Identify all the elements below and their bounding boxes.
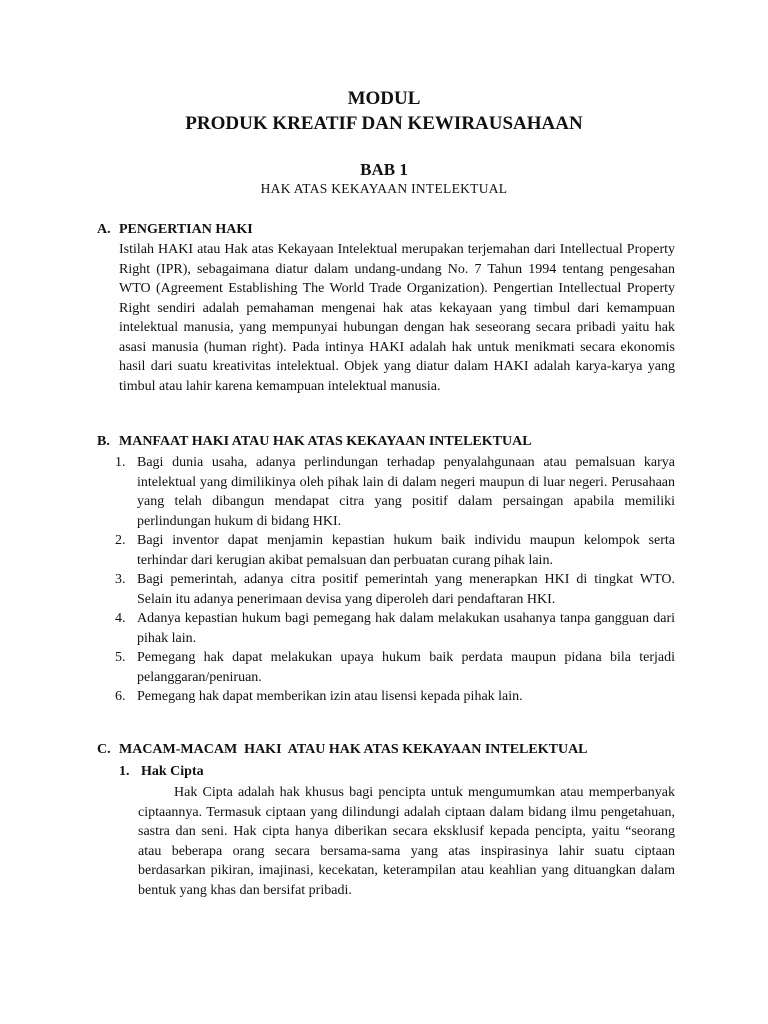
chapter-label: BAB 1 [360, 160, 408, 179]
list-item-text: Adanya kepastian hukum bagi pemegang hak dalam melakukan usahanya tanpa gangguan dari pihak lain. [137, 611, 675, 646]
subsection-hak-cipta-heading [119, 764, 319, 784]
benefit-list-item [115, 453, 675, 531]
list-item-number: 4. [115, 611, 126, 626]
section-b-list [115, 453, 675, 707]
list-item-number: 5. [115, 650, 126, 665]
list-item-text: Pemegang hak dapat memberikan izin atau lisensi kepada pihak lain. [137, 689, 523, 704]
section-a-letter: A. [97, 222, 111, 237]
benefit-list-item [115, 609, 675, 648]
section-a-title: PENGERTIAN HAKI [119, 222, 253, 237]
list-item-number: 1. [115, 455, 126, 470]
section-c-heading [97, 742, 717, 762]
subsection-number: 1. [119, 764, 130, 779]
section-c-letter: C. [97, 742, 111, 757]
subsection-title: Hak Cipta [141, 764, 204, 779]
section-a-body: Istilah HAKI atau Hak atas Kekayaan Intelektual merupakan terjemahan dari Intellectual Property Right (IPR), sebagaimana diatur dalam undang-undang No. 7 Tahun 1994 tentang pengesahan WTO (Agreement Establishing The World Trade Organization). Pengertian Intellectual Property Right sendiri adalah pemahaman mengenai hak atas kekayaan yang timbul dari kemampuan intelektual manusia, yang mempunyai hubungan dengan hak seseorang secara pribadi yaitu hak asasi manusia (human right). Pada intinya HAKI adalah hak untuk menikmati secara ekonomis hasil dari suatu kreativitas intelektual. Objek yang diatur dalam HAKI adalah karya-karya yang timbul atau lahir karena kemampuan intelektual manusia. [119, 242, 675, 394]
section-b-title: MANFAAT HAKI ATAU HAK ATAS KEKAYAAN INTELEKTUAL [119, 434, 532, 449]
chapter-title: HAK ATAS KEKAYAAN INTELEKTUAL [260, 181, 508, 196]
section-c-title: MACAM-MACAM HAKI ATAU HAK ATAS KEKAYAAN INTELEKTUAL [119, 742, 588, 757]
section-b-heading [97, 434, 697, 454]
hak-cipta-body: Hak Cipta adalah hak khusus bagi pencipta untuk mengumumkan atau memperbanyak ciptaannya. Termasuk ciptaan yang dilindungi adalah ciptaan dalam bidang ilmu pengetahuan, sastra dan seni. Hak cipta hanya diberikan secara eksklusif kepada pencipta, yaitu “seorang atau beberapa orang secara bersama-sama yang atas inspirasinya lahir suatu ciptaan berdasarkan pikiran, imajinasi, kecekatan, keterampilan atau keahlian yang dituangkan dalam bentuk yang khas dan bersifat pribadi. [138, 785, 675, 898]
benefit-list-item [115, 687, 675, 707]
list-item-number: 3. [115, 572, 126, 587]
course-title: PRODUK KREATIF DAN KEWIRAUSAHAAN [185, 113, 583, 134]
list-item-text: Bagi dunia usaha, adanya perlindungan terhadap penyalahgunaan atau pemalsuan karya intelektual yang dimilikinya oleh pihak lain di dalam negeri maupun di luar negeri. Perusahaan yang telah dibangun mendapat citra yang positif dalam persaingan apabila memiliki perlindungan hukum di bidang HKI. [137, 455, 675, 529]
benefit-list-item [115, 648, 675, 687]
module-label: MODUL [347, 88, 421, 109]
list-item-number: 2. [115, 533, 126, 548]
benefit-list-item [115, 531, 675, 570]
list-item-text: Pemegang hak dapat melakukan upaya hukum baik perdata maupun pidana bila terjadi pelanggaran/peniruan. [137, 650, 675, 685]
list-item-number: 6. [115, 689, 126, 704]
benefit-list-item [115, 570, 675, 609]
section-a-heading [97, 222, 697, 242]
list-item-text: Bagi pemerintah, adanya citra positif pemerintah yang menerapkan HKI di tingkat WTO. Selain itu adanya penerimaan devisa yang diperoleh dari pendaftaran HKI. [137, 572, 675, 607]
section-b-letter: B. [97, 434, 110, 449]
list-item-text: Bagi inventor dapat menjamin kepastian hukum baik individu maupun kelompok serta terhindar dari kerugian akibat pemalsuan dan perbuatan curang pihak lain. [137, 533, 675, 568]
